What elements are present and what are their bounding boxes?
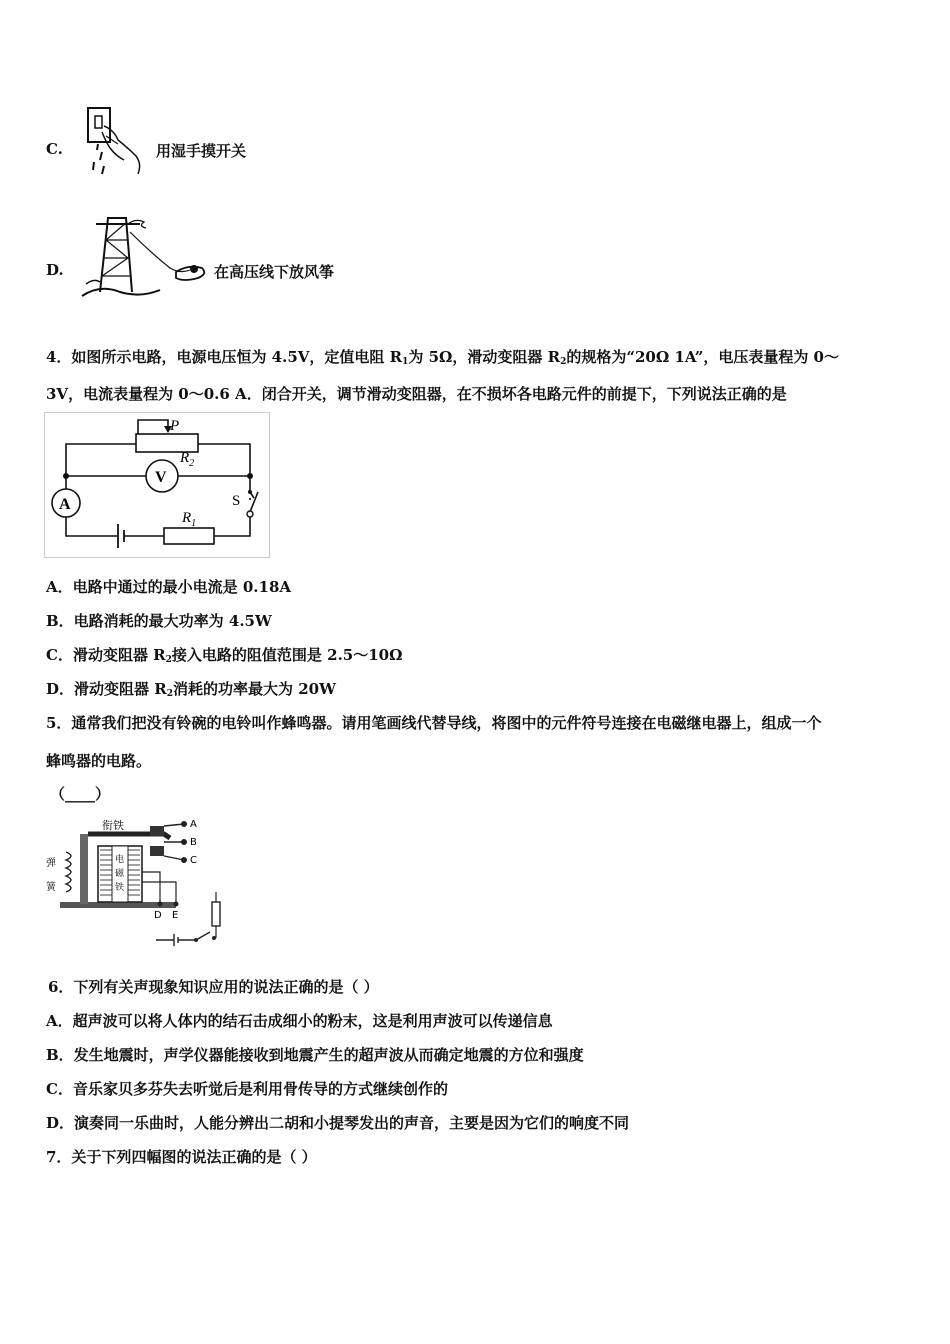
terminal-label-d: D [154,910,162,921]
question-6-option-b[interactable]: B．发生地震时，声学仪器能接收到地震产生的超声波从而确定地震的方位和强度 [46,1046,584,1064]
armature-label: 衔铁 [102,819,124,832]
question-5-stem-line-2: 蜂鸣器的电路。 [46,752,152,770]
slider-label-p: P [170,418,180,434]
battery-symbol [118,524,124,548]
question-4-option-d[interactable]: D．滑动变阻器 $R_2$消耗的功率最大为 20W [46,680,336,699]
question-5-answer-blank[interactable]: （____） [50,785,111,803]
r1-label: $R_1$ [182,510,197,529]
voltmeter-label: V [155,469,167,486]
option-c-text: 用湿手摸开关 [156,142,247,160]
question-6-option-a[interactable]: A．超声波可以将人体内的结石击成细小的粉末，这是利用声波可以传递信息 [46,1012,553,1030]
question-4-stem-line-1: 4．如图所示电路，电源电压恒为 4.5V，定值电阻 $R_1$为 5Ω，滑动变阻器 $R_2$的规格为“20Ω 1A”，电压表量程为 0～ [46,348,839,367]
question-6-stem: 6．下列有关声现象知识应用的说法正确的是（ ） [48,978,379,996]
question-7-stem: 7．关于下列四幅图的说法正确的是（ ） [46,1148,317,1166]
question-4-option-c[interactable]: C．滑动变阻器 $R_2$接入电路的阻值范围是 2.5～10Ω [46,646,403,665]
resistor-r1-symbol [164,528,214,544]
electromagnetic-relay-diagram [44,812,230,956]
terminal-label-b: B [190,837,197,848]
wet-hand-switch-illustration [84,104,154,178]
option-c-label: C. [46,140,63,158]
question-6-option-d[interactable]: D．演奏同一乐曲时，人能分辨出二胡和小提琴发出的声音，主要是因为它们的响度不同 [46,1114,630,1132]
terminal-label-e: E [172,910,179,921]
spring-label-1: 弹 [46,858,56,869]
coil-label-2: 磁 [115,869,125,879]
question-4-option-a[interactable]: A．电路中通过的最小电流是 0.18A [46,578,292,596]
ammeter-label: A [59,496,71,513]
kite-under-power-line-illustration [80,212,214,302]
terminal-label-a: A [190,819,197,830]
question-4-option-b[interactable]: B．电路消耗的最大功率为 4.5W [46,612,272,630]
option-d-text: 在高压线下放风筝 [214,263,335,281]
spring-label-2: 簧 [46,882,56,893]
question-5-stem-line-1: 5．通常我们把没有铃碗的电铃叫作蜂鸣器。请用笔画线代替导线，将图中的元件符号连接在电磁继电器上，组成一个 [46,714,822,732]
coil-label-1: 电 [115,855,125,865]
coil-label-3: 铁 [115,883,125,893]
option-d-label: D. [46,261,64,279]
switch-label: S [232,493,241,509]
terminal-label-c: C [190,855,197,866]
circuit-diagram [44,412,270,558]
r2-label: $R_2$ [180,450,195,469]
question-6-option-c[interactable]: C．音乐家贝多芬失去听觉后是利用骨传导的方式继续创作的 [46,1080,448,1098]
question-4-stem-line-2: 3V，电流表量程为 0～0.6 A．闭合开关，调节滑动变阻器，在不损坏各电路元件的前提下，下列说法正确的是 [46,385,787,403]
